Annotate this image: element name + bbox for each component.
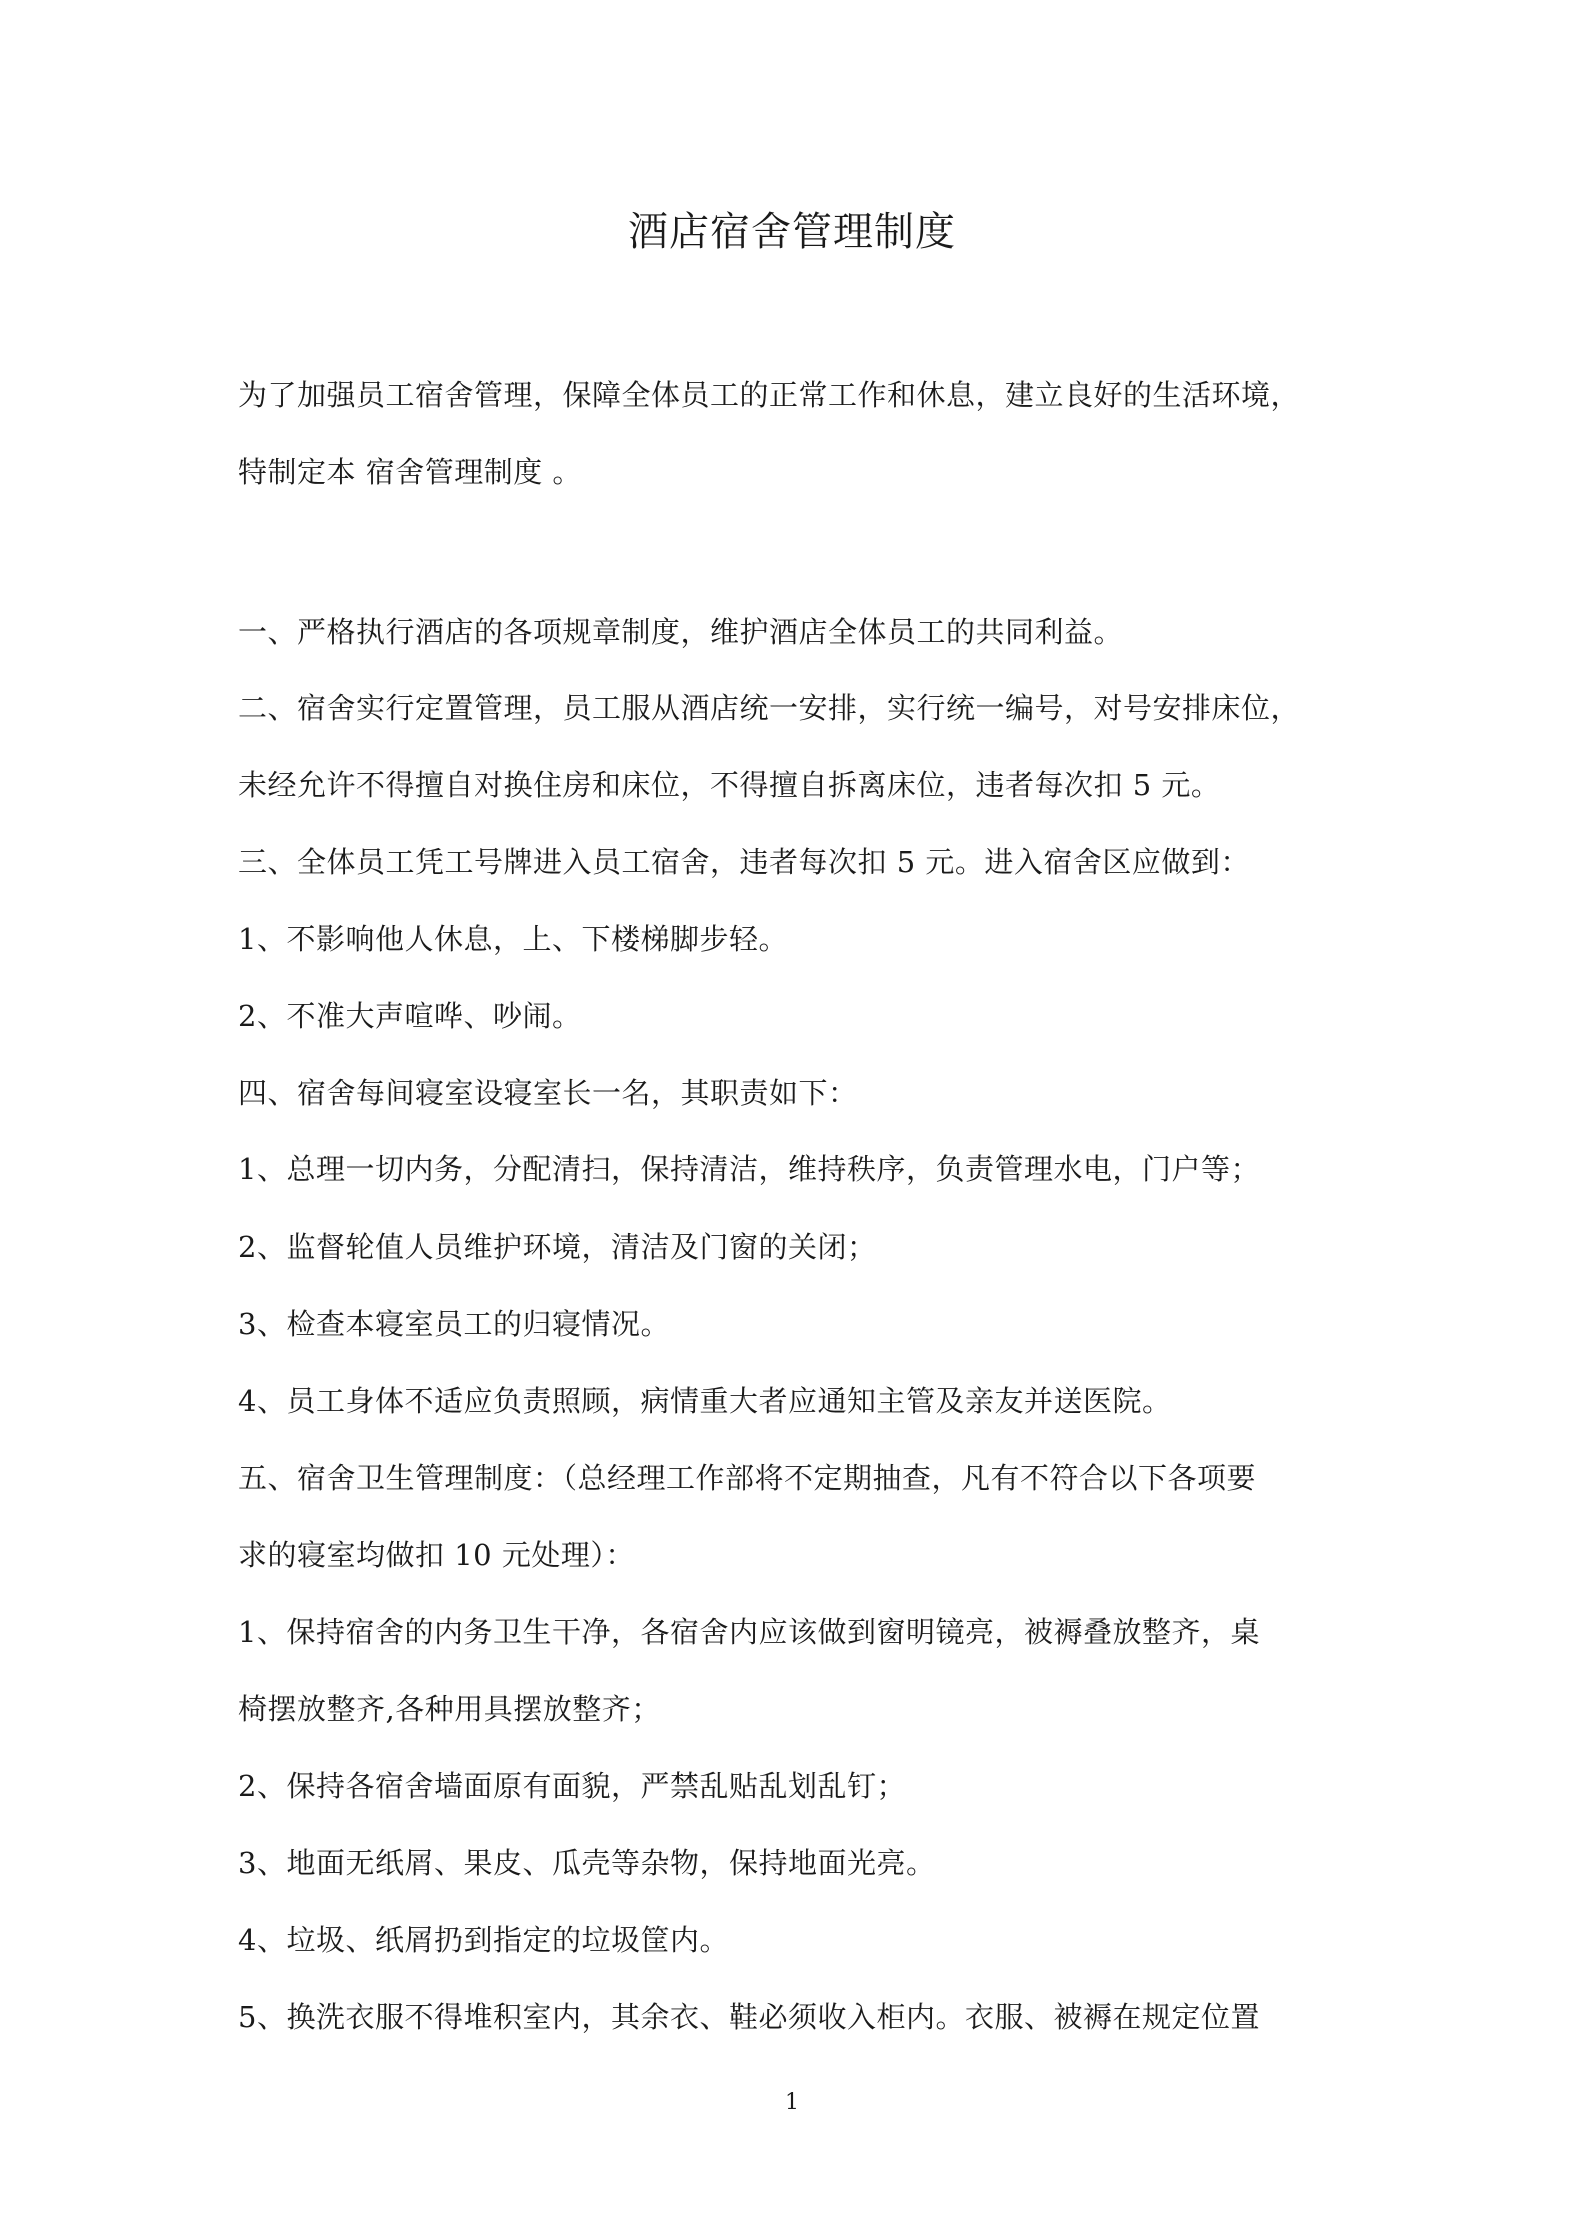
rule-5-item-1-line-1: 1、保持宿舍的内务卫生干净，各宿舍内应该做到窗明镜亮，被褥叠放整齐，桌 [238, 1615, 1260, 1649]
rule-5-line-1: 五、宿舍卫生管理制度：（总经理工作部将不定期抽查，凡有不符合以下各项要 [238, 1461, 1257, 1495]
rule-5-line-2: 求的寝室均做扣 10 元处理）： [238, 1538, 635, 1572]
rule-4-item-1: 1、总理一切内务，分配清扫，保持清洁，维持秩序，负责管理水电，门户等； [238, 1152, 1260, 1186]
rule-3-item-2: 2、不准大声喧哗、吵闹。 [238, 999, 582, 1033]
rule-4: 四、宿舍每间寝室设寝室长一名，其职责如下： [238, 1076, 858, 1110]
document-title: 酒店宿舍管理制度 [628, 209, 956, 255]
rule-2-line-2: 未经允许不得擅自对换住房和床位，不得擅自拆离床位，违者每次扣 5 元。 [238, 768, 1221, 802]
rule-5-item-2: 2、保持各宿舍墙面原有面貌，严禁乱贴乱划乱钉； [238, 1769, 906, 1803]
rule-4-item-4: 4、员工身体不适应负责照顾，病情重大者应通知主管及亲友并送医院。 [238, 1384, 1172, 1418]
rule-5-item-5: 5、换洗衣服不得堆积室内，其余衣、鞋必须收入柜内。衣服、被褥在规定位置 [238, 2000, 1260, 2034]
rule-4-item-3: 3、检查本寝室员工的归寝情况。 [238, 1307, 670, 1341]
page-number: 1 [785, 2090, 799, 2115]
intro-line-2: 特制定本 宿舍管理制度 。 [238, 455, 582, 489]
rule-5-item-1-line-2: 椅摆放整齐,各种用具摆放整齐； [238, 1692, 661, 1726]
rule-3: 三、全体员工凭工号牌进入员工宿舍，违者每次扣 5 元。进入宿舍区应做到： [238, 845, 1250, 879]
intro-line-1: 为了加强员工宿舍管理，保障全体员工的正常工作和休息，建立良好的生活环境， [238, 378, 1301, 412]
rule-5-item-4: 4、垃圾、纸屑扔到指定的垃圾筐内。 [238, 1923, 729, 1957]
rule-4-item-2: 2、监督轮值人员维护环境，清洁及门窗的关闭； [238, 1230, 877, 1264]
rule-5-item-3: 3、地面无纸屑、果皮、瓜壳等杂物，保持地面光亮。 [238, 1846, 936, 1880]
rule-2-line-1: 二、宿舍实行定置管理，员工服从酒店统一安排，实行统一编号，对号安排床位， [238, 691, 1301, 725]
rule-1: 一、严格执行酒店的各项规章制度，维护酒店全体员工的共同利益。 [238, 615, 1124, 649]
rule-3-item-1: 1、不影响他人休息，上、下楼梯脚步轻。 [238, 922, 788, 956]
